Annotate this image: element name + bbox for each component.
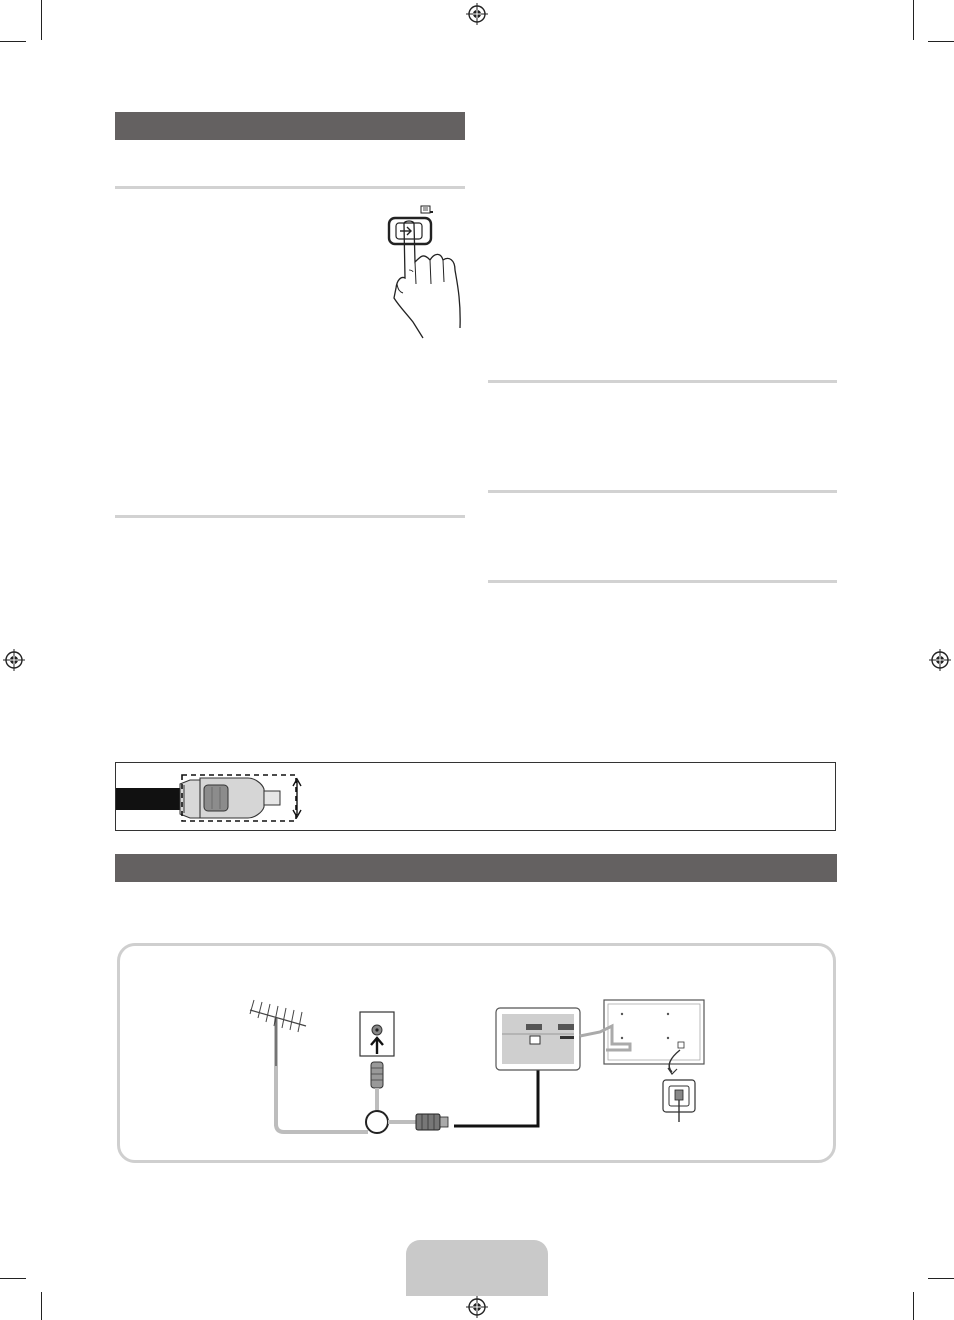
- wall-socket-icon: [360, 1012, 394, 1112]
- divider-rule: [488, 580, 837, 583]
- crop-mark: [928, 1278, 954, 1279]
- antenna-connection-diagram: [117, 943, 836, 1163]
- tv-panel-icon: [496, 1008, 580, 1070]
- crop-mark: [0, 41, 26, 42]
- antenna-icon: [250, 1000, 306, 1126]
- page-number-tab: [406, 1240, 548, 1296]
- hdmi-plug-callout: [115, 762, 836, 831]
- crop-mark: [41, 0, 42, 40]
- crop-mark: [0, 1278, 26, 1279]
- source-button-press-icon: [383, 200, 465, 340]
- crop-mark: [928, 41, 954, 42]
- tv-back-icon: [580, 1000, 704, 1074]
- crop-mark: [41, 1292, 42, 1320]
- section-header-bar: [115, 854, 837, 882]
- crop-mark: [913, 1292, 914, 1320]
- registration-mark-icon: [3, 649, 25, 671]
- divider-rule: [115, 186, 465, 189]
- registration-mark-icon: [929, 649, 951, 671]
- divider-rule: [115, 515, 465, 518]
- hdmi-plug-icon: [116, 771, 306, 823]
- registration-mark-icon: [466, 3, 488, 25]
- registration-mark-icon: [466, 1296, 488, 1318]
- section-header-bar: [115, 112, 465, 140]
- crop-mark: [913, 0, 914, 40]
- divider-rule: [488, 490, 837, 493]
- connection-diagram-art: [240, 996, 720, 1146]
- divider-rule: [488, 380, 837, 383]
- power-socket-icon: [663, 1080, 695, 1122]
